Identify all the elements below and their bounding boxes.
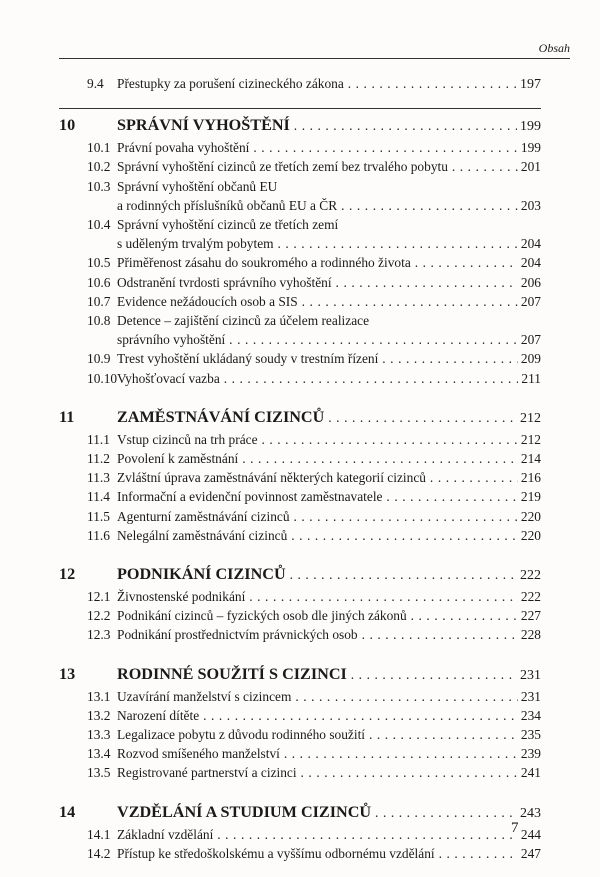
entry-number: 11.4 — [87, 489, 110, 505]
chapter-title: SPRÁVNÍ VYHOŠTĚNÍ . . . — [117, 114, 517, 137]
entry-title: Uzavírání manželství s cizincem . . . — [117, 687, 518, 706]
entry-title: Správní vyhoštění cizinců ze třetích zemí bez trvalého pobytu . . . — [117, 157, 518, 176]
chapter-title: VZDĚLÁNÍ A STUDIUM CIZINCŮ . . . — [117, 801, 517, 824]
entry-number: 10.2 — [87, 159, 111, 175]
chapter-number: 12 — [59, 565, 76, 584]
toc-entry-11-3[interactable] — [59, 468, 541, 487]
toc-entry-11-4[interactable] — [59, 487, 541, 506]
entry-page: 206 — [520, 274, 541, 290]
entry-title: Přiměřenost zásahu do soukromého a rodinného života . . . — [117, 253, 518, 272]
toc-entry-10-9[interactable] — [59, 349, 541, 368]
chapter-number: 13 — [59, 664, 76, 683]
chapters-container — [59, 108, 541, 863]
entry-page: 241 — [520, 765, 541, 781]
entry-title: Povolení k zaměstnání . . . — [117, 449, 518, 468]
chapter-page: 212 — [520, 410, 541, 426]
entry-title: Podnikání cizinců – fyzických osob dle jiných zákonů . . . — [117, 606, 518, 625]
entry-page: 228 — [520, 627, 541, 643]
entry-title: a rodinných příslušníků občanů EU a ČR . . . — [117, 196, 518, 215]
toc-entry-14-2[interactable] — [59, 844, 541, 863]
entry-title: Narození dítěte . . . — [117, 706, 518, 725]
entry-number: 13.5 — [87, 765, 111, 781]
toc-entry-12-3[interactable] — [59, 625, 541, 644]
toc-entry-13-1[interactable] — [59, 687, 541, 706]
entry-title: s uděleným trvalým pobytem . . . — [117, 234, 518, 253]
toc-entry-13-5[interactable] — [59, 763, 541, 782]
entry-number: 13.3 — [87, 727, 111, 743]
entry-page: 204 — [520, 255, 541, 271]
entry-title: Nelegální zaměstnávání cizinců . . . — [117, 526, 518, 545]
running-header — [59, 38, 570, 59]
entry-page: 220 — [520, 508, 541, 524]
entry-title: správního vyhoštění . . . — [117, 330, 518, 349]
toc-entry-11-6[interactable] — [59, 526, 541, 545]
entry-number: 10.10 — [87, 370, 118, 386]
chapter-title: ZAMĚSTNÁVÁNÍ CIZINCŮ . . . — [117, 406, 517, 429]
toc-entry-9-4[interactable] — [59, 74, 541, 94]
toc-entry-10-1[interactable] — [59, 138, 541, 157]
entry-page: 204 — [520, 236, 541, 252]
entry-number: 10.5 — [87, 255, 111, 271]
entry-number: 12.1 — [87, 589, 111, 605]
entry-number: 10.7 — [87, 293, 111, 309]
entry-number: 9.4 — [87, 76, 104, 91]
entry-number: 11.6 — [87, 527, 110, 543]
entry-title: Detence – zajištění cizinců za účelem realizace — [117, 313, 370, 329]
chapter-number: 14 — [59, 802, 76, 821]
entry-page: 203 — [520, 197, 541, 213]
entry-number: 12.3 — [87, 627, 111, 643]
entry-title: Registrované partnerství a cizinci . . . — [117, 763, 518, 782]
toc-entry-10-10[interactable] — [59, 369, 541, 388]
entry-title: Trest vyhoštění ukládaný soudy v trestním řízení . . . — [117, 349, 518, 368]
chapter-page: 243 — [520, 805, 541, 821]
entry-page: 220 — [520, 527, 541, 543]
entry-page: 201 — [520, 159, 541, 175]
toc-entry-13-3[interactable] — [59, 725, 541, 744]
toc-entry-10-3[interactable] — [59, 177, 541, 196]
entry-page: 197 — [520, 77, 541, 92]
toc-entry-10-8[interactable] — [59, 311, 541, 330]
toc-entry-11-5[interactable] — [59, 507, 541, 526]
toc-entry-12-1[interactable] — [59, 587, 541, 606]
table-of-contents — [59, 74, 541, 863]
toc-entry-10-2[interactable] — [59, 157, 541, 176]
entry-number: 10.6 — [87, 274, 111, 290]
entry-title: Správní vyhoštění cizinců ze třetích zemí — [117, 217, 339, 233]
chapter-heading-11[interactable] — [59, 401, 541, 430]
toc-entry-14-1[interactable] — [59, 825, 541, 844]
entry-title: Zvláštní úprava zaměstnávání některých kategorií cizinců . . . — [117, 468, 518, 487]
toc-entry-10-7[interactable] — [59, 292, 541, 311]
entry-number: 12.2 — [87, 608, 111, 624]
entry-page: 211 — [521, 370, 541, 386]
entry-page: 216 — [520, 470, 541, 486]
entry-page: 214 — [520, 451, 541, 467]
entry-number: 11.1 — [87, 431, 110, 447]
chapter-title: PODNIKÁNÍ CIZINCŮ . . . — [117, 563, 517, 586]
entry-title: Přestupky za porušení cizineckého zákona . . . — [117, 74, 517, 93]
entry-number: 13.1 — [87, 688, 111, 704]
entry-number: 11.3 — [87, 470, 110, 486]
entry-title: Základní vzdělání . . . — [117, 825, 518, 844]
entry-title: Přístup ke středoškolskému a vyššímu odbornému vzdělání . . . — [117, 844, 518, 863]
header-title: Obsah — [538, 41, 570, 55]
entry-title: Vstup cizinců na trh práce . . . — [117, 430, 518, 449]
entry-number: 10.9 — [87, 351, 111, 367]
entry-title: Evidence nežádoucích osob a SIS . . . — [117, 292, 518, 311]
chapter-heading-14[interactable] — [59, 796, 541, 825]
chapter-heading-10[interactable] — [59, 108, 541, 138]
entry-page: 209 — [520, 351, 541, 367]
entry-page: 247 — [520, 845, 541, 861]
entry-page: 207 — [520, 332, 541, 348]
toc-entry-10-6[interactable] — [59, 273, 541, 292]
entry-page: 244 — [520, 826, 541, 842]
entry-page: 235 — [520, 727, 541, 743]
entry-page: 239 — [520, 746, 541, 762]
toc-entry-11-2[interactable] — [59, 449, 541, 468]
entry-number: 11.2 — [87, 451, 110, 467]
toc-entry-10-3-line2[interactable] — [59, 196, 541, 215]
entry-title: Správní vyhoštění občanů EU — [117, 178, 278, 194]
entry-number: 13.4 — [87, 746, 111, 762]
entry-page: 219 — [520, 489, 541, 505]
toc-entry-13-2[interactable] — [59, 706, 541, 725]
chapter-number: 11 — [59, 407, 75, 426]
entry-title: Právní povaha vyhoštění . . . — [117, 138, 518, 157]
entry-title: Podnikání prostřednictvím právnických osob . . . — [117, 625, 518, 644]
entry-number: 10.1 — [87, 140, 111, 156]
entry-page: 227 — [520, 608, 541, 624]
entry-number: 11.5 — [87, 508, 110, 524]
entry-number: 13.2 — [87, 707, 111, 723]
toc-entry-11-1[interactable] — [59, 430, 541, 449]
entry-title: Legalizace pobytu z důvodu rodinného soužití . . . — [117, 725, 518, 744]
chapter-heading-12[interactable] — [59, 558, 541, 587]
entry-page: 231 — [520, 688, 541, 704]
entry-title: Rozvod smíšeného manželství . . . — [117, 744, 518, 763]
entry-title: Odstranění tvrdosti správního vyhoštění . . . — [117, 273, 518, 292]
chapter-number: 10 — [59, 116, 76, 135]
toc-entry-13-4[interactable] — [59, 744, 541, 763]
entry-title: Agenturní zaměstnávání cizinců . . . — [117, 507, 518, 526]
entry-page: 234 — [520, 707, 541, 723]
toc-entry-10-4[interactable] — [59, 215, 541, 234]
toc-entry-10-5[interactable] — [59, 253, 541, 272]
entry-number: 10.8 — [87, 313, 111, 329]
entry-number: 14.2 — [87, 845, 111, 861]
entry-page: 207 — [520, 293, 541, 309]
entry-number: 10.3 — [87, 178, 111, 194]
page-number: 7 — [511, 820, 519, 836]
entry-page: 199 — [520, 140, 541, 156]
entry-title: Živnostenské podnikání . . . — [117, 587, 518, 606]
entry-number: 14.1 — [87, 826, 111, 842]
entry-page: 222 — [520, 589, 541, 605]
chapter-title: RODINNÉ SOUŽITÍ S CIZINCI . . . — [117, 663, 517, 686]
chapter-page: 231 — [520, 667, 541, 683]
chapter-page: 199 — [520, 119, 541, 135]
entry-page: 212 — [520, 431, 541, 447]
entry-title: Informační a evidenční povinnost zaměstnavatele . . . — [117, 487, 518, 506]
entry-title: Vyhošťovací vazba . . . — [117, 369, 518, 388]
chapter-heading-13[interactable] — [59, 658, 541, 687]
chapter-page: 222 — [520, 568, 541, 584]
entry-number: 10.4 — [87, 217, 111, 233]
toc-entry-10-8-line2[interactable] — [59, 330, 541, 349]
toc-entry-12-2[interactable] — [59, 606, 541, 625]
toc-entry-10-4-line2[interactable] — [59, 234, 541, 253]
